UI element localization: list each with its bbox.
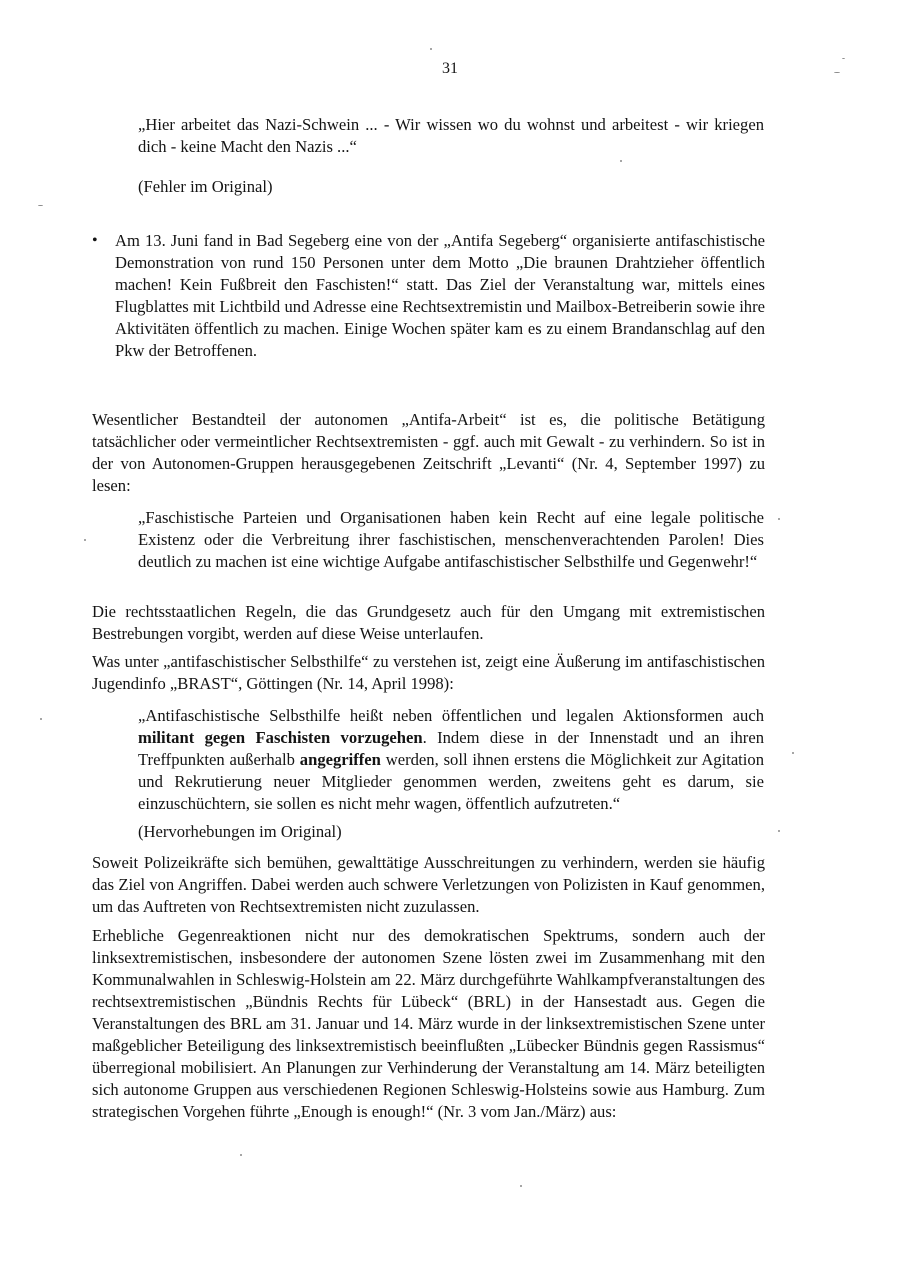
scan-speck [430,48,432,50]
quote-brast [138,705,764,815]
quote-levanti: „Faschistische Parteien und Organisationen haben kein Recht auf eine legale politische Existenz oder die Verbreitung ihrer faschistischen, menschenverachtenden Parolen! Dies deutlich zu machen ist eine wichtige Aufgabe antifaschistischer Selbsthilfe und Gegenwehr!“ [138,508,764,571]
scan-speck [38,205,43,206]
scan-speck [520,1185,522,1187]
page-number: 31 [442,60,458,77]
scan-speck [84,539,86,541]
scan-speck [778,518,780,520]
paragraph-gegenreaktionen: Erhebliche Gegenreaktionen nicht nur des demokratischen Spektrums, sondern auch der linksextremistischen, insbesondere der autonomen Szene lösten zwei im Zusammenhang mit den Kommunalwahlen in Schleswig-Holstein am 22. März durchgeführte Wahlkampfveranstaltungen des rechtsextremistischen „Bündnis Rechts für Lübeck“ (BRL) in der Hansestadt aus. Gegen die Veranstaltungen des BRL am 31. Januar und 14. März wurde in der linksextremistischen Szene unter maßgeblicher Beteiligung des linksextremistisch beeinflußten „Lübecker Bündnis gegen Rassismus“ überregional mobilisiert. An Planungen zur Verhinderung der Veranstaltung am 14. März beteiligten sich autonome Gruppen aus verschiedenen Regionen Schleswig-Holsteins sowie aus Hamburg. Zum strategischen Vorgehen führte „Enough is enough!“ (Nr. 3 vom Jan./März) aus: [92,926,765,1121]
scan-speck [620,160,622,162]
note-fehler-im-original: (Fehler im Original) [138,177,273,196]
scan-speck [40,718,42,720]
scan-speck [778,830,780,832]
quote-brast-text-3: werden, soll ihnen erstens die Möglichkeit zur Agitation und Rekrutierung neuer Mitglieder genommen werden, zweitens geht es darum, sie einzuschüchtern, sie sollen es nicht mehr wagen, öffentlich aufzutreten.“ [138,750,764,813]
bullet-dot-icon: • [92,232,98,249]
paragraph-selbsthilfe: Was unter „antifaschistischer Selbsthilfe“ zu verstehen ist, zeigt eine Äußerung im antifaschistischen Jugendinfo „BRAST“, Göttingen (Nr. 14, April 1998): [92,652,765,693]
bullet-text: Am 13. Juni fand in Bad Segeberg eine von der „Antifa Segeberg“ organisierte antifaschistische Demonstration von rund 150 Personen unter dem Motto „Die braunen Drahtzieher öffentlich machen! Kein Fußbreit den Faschisten!“ statt. Das Ziel der Veranstaltung war, mittels eines Flugblattes mit Lichtbild und Adresse eine Rechtsextremistin und Mailbox-Betreiberin sowie ihre Aktivitäten öffentlich zu machen. Einige Wochen später kam es zu einem Brandanschlag auf den Pkw der Betroffenen. [115,231,765,360]
quote-brast-text-1: „Antifaschistische Selbsthilfe heißt neben öffentlichen und legalen Aktionsformen auch [138,706,764,725]
quote-brast-emphasis-2: angegriffen [299,750,381,769]
paragraph-rechtsstaatliche-regeln: Die rechtsstaatlichen Regeln, die das Grundgesetz auch für den Umgang mit extremistischen Bestrebungen vorgibt, werden auf diese Weise unterlaufen. [92,602,765,643]
quote-brast-text-2: . Indem diese in der Innenstadt und an ihren Treffpunkten außerhalb [138,728,764,769]
scan-speck [792,752,794,754]
note-hervorhebungen: (Hervorhebungen im Original) [138,822,342,841]
scan-speck [834,72,840,73]
quote-brast-emphasis-1: militant gegen Faschisten vorzugehen [138,728,423,747]
paragraph-polizeikraefte: Soweit Polizeikräfte sich bemühen, gewalttätige Ausschreitungen zu verhindern, werden sie häufig das Ziel von Angriffen. Dabei werden auch schwere Verletzungen von Polizisten in Kauf genommen, um das Auftreten von Rechtsextremisten nicht zuzulassen. [92,853,765,916]
scan-speck [240,1154,242,1156]
scan-speck [842,58,845,59]
paragraph-antifa-arbeit: Wesentlicher Bestandteil der autonomen „Antifa-Arbeit“ ist es, die politische Betätigung tatsächlicher oder vermeintlicher Rechtsextremisten - ggf. auch mit Gewalt - zu verhindern. So ist in der von Autonomen-Gruppen herausgegebenen Zeitschrift „Levanti“ (Nr. 4, September 1997) zu lesen: [92,410,765,495]
quote-nazi-schwein: „Hier arbeitet das Nazi-Schwein ... - Wir wissen wo du wohnst und arbeitest - wir kriegen dich - keine Macht den Nazis ...“ [138,115,764,156]
